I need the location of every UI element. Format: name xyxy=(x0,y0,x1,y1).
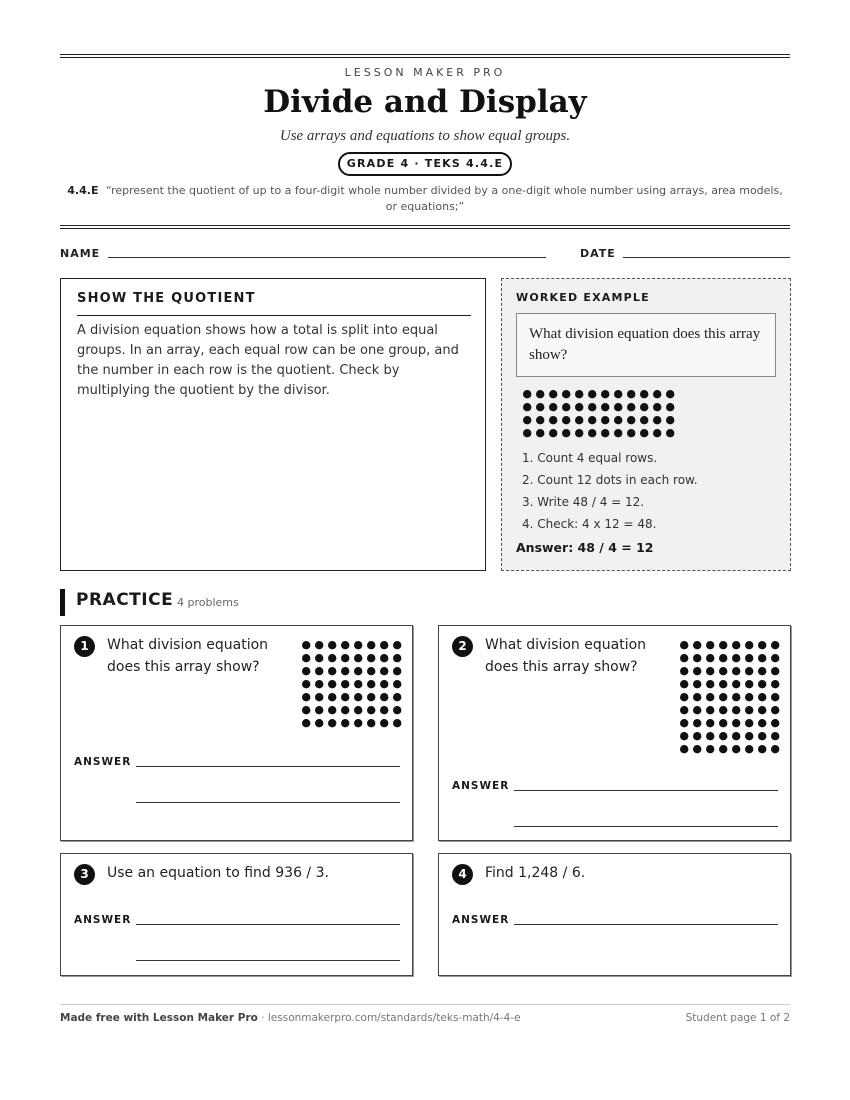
array-dot xyxy=(341,693,349,701)
footer-credit xyxy=(60,1012,521,1024)
worksheet-subtitle: Use arrays and equations to show equal groups. xyxy=(279,128,571,144)
example-heading: WORKED EXAMPLE xyxy=(516,291,650,304)
brand-eyebrow: LESSON MAKER PRO xyxy=(344,66,506,79)
array-dot xyxy=(771,745,779,753)
practice-heading: PRACTICE xyxy=(76,590,174,610)
array-dot xyxy=(393,693,401,701)
array-dot xyxy=(693,654,701,662)
array-dot xyxy=(745,667,753,675)
answer-label: ANSWER xyxy=(74,756,132,768)
array-dot xyxy=(614,429,622,437)
array-dot xyxy=(575,403,583,411)
array-dot xyxy=(601,403,609,411)
array-dot xyxy=(367,719,375,727)
array-dot xyxy=(640,403,648,411)
array-dot xyxy=(745,719,753,727)
array-dot xyxy=(354,654,362,662)
array-dot xyxy=(745,654,753,662)
example-dot-array xyxy=(522,389,675,438)
array-dot xyxy=(719,745,727,753)
array-dot xyxy=(328,667,336,675)
array-dot xyxy=(706,706,714,714)
array-dot xyxy=(549,429,557,437)
array-dot xyxy=(302,654,310,662)
array-dot xyxy=(380,706,388,714)
array-dot xyxy=(680,706,688,714)
array-dot xyxy=(341,641,349,649)
example-step: 1. Count 4 equal rows. xyxy=(522,451,658,465)
answer-label: ANSWER xyxy=(452,780,510,792)
array-dot xyxy=(719,641,727,649)
array-dot xyxy=(393,706,401,714)
array-dot xyxy=(588,403,596,411)
array-dot xyxy=(771,641,779,649)
header-top-rule xyxy=(60,54,790,58)
array-dot xyxy=(536,403,544,411)
array-dot xyxy=(328,706,336,714)
array-dot xyxy=(367,641,375,649)
worked-example-box xyxy=(501,278,791,571)
array-dot xyxy=(758,732,766,740)
array-dot xyxy=(315,706,323,714)
array-dot xyxy=(666,416,674,424)
footer-rule xyxy=(60,1004,790,1005)
array-dot xyxy=(758,654,766,662)
problem-number: 3 xyxy=(74,864,95,885)
standard-statement xyxy=(66,183,784,215)
array-dot xyxy=(380,680,388,688)
example-answer: Answer: 48 / 4 = 12 xyxy=(516,540,654,555)
array-dot xyxy=(588,390,596,398)
array-dot xyxy=(367,667,375,675)
array-dot xyxy=(732,719,740,727)
array-dot xyxy=(771,654,779,662)
array-dot xyxy=(680,732,688,740)
problem-2-dot-array xyxy=(679,640,780,754)
problem-card-4 xyxy=(438,853,791,976)
array-dot xyxy=(719,667,727,675)
array-dot xyxy=(666,403,674,411)
array-dot xyxy=(745,745,753,753)
array-dot xyxy=(693,667,701,675)
array-dot xyxy=(680,654,688,662)
answer-line[interactable] xyxy=(514,790,778,791)
array-dot xyxy=(536,390,544,398)
array-dot xyxy=(693,732,701,740)
array-dot xyxy=(367,693,375,701)
array-dot xyxy=(693,680,701,688)
array-dot xyxy=(354,680,362,688)
array-dot xyxy=(758,641,766,649)
array-dot xyxy=(315,641,323,649)
array-dot xyxy=(706,745,714,753)
array-dot xyxy=(328,719,336,727)
problem-number: 1 xyxy=(74,636,95,657)
problem-question: Use an equation to find 936 / 3. xyxy=(107,865,329,881)
array-dot xyxy=(523,416,531,424)
grade-badge: GRADE 4 · TEKS 4.4.E xyxy=(338,152,512,176)
answer-line[interactable] xyxy=(136,924,400,925)
array-dot xyxy=(302,719,310,727)
array-dot xyxy=(380,654,388,662)
array-dot xyxy=(354,719,362,727)
array-dot xyxy=(315,667,323,675)
array-dot xyxy=(758,680,766,688)
array-dot xyxy=(758,719,766,727)
intro-body: A division equation shows how a total is split into equal groups. In an array, each equal row can be one group, and the number in each row is the quotient. Check by multiplying the quotient by the divisor. xyxy=(77,323,459,398)
array-dot xyxy=(627,403,635,411)
array-dot xyxy=(627,390,635,398)
array-dot xyxy=(614,416,622,424)
array-dot xyxy=(706,667,714,675)
answer-line[interactable] xyxy=(136,802,400,803)
array-dot xyxy=(302,693,310,701)
standard-code: 4.4.E xyxy=(67,184,99,197)
problem-question: What division equation does this array show? xyxy=(107,637,269,675)
array-dot xyxy=(693,745,701,753)
array-dot xyxy=(732,693,740,701)
array-dot xyxy=(680,693,688,701)
array-dot xyxy=(706,732,714,740)
array-dot xyxy=(315,680,323,688)
array-dot xyxy=(328,641,336,649)
array-dot xyxy=(680,719,688,727)
array-dot xyxy=(601,429,609,437)
array-dot xyxy=(666,429,674,437)
problem-card-3 xyxy=(60,853,413,976)
answer-line[interactable] xyxy=(514,826,778,827)
array-dot xyxy=(393,654,401,662)
example-question: What division equation does this array show? xyxy=(516,313,776,377)
array-dot xyxy=(367,654,375,662)
array-dot xyxy=(706,654,714,662)
array-dot xyxy=(302,641,310,649)
array-dot xyxy=(523,403,531,411)
array-dot xyxy=(523,390,531,398)
array-dot xyxy=(719,706,727,714)
array-dot xyxy=(653,403,661,411)
array-dot xyxy=(562,416,570,424)
array-dot xyxy=(732,680,740,688)
array-dot xyxy=(627,429,635,437)
array-dot xyxy=(680,641,688,649)
array-dot xyxy=(640,416,648,424)
array-dot xyxy=(771,706,779,714)
array-dot xyxy=(732,667,740,675)
array-dot xyxy=(380,667,388,675)
problem-question: What division equation does this array show? xyxy=(485,637,647,675)
array-dot xyxy=(315,654,323,662)
answer-label: ANSWER xyxy=(74,914,132,926)
array-dot xyxy=(380,693,388,701)
array-dot xyxy=(549,390,557,398)
array-dot xyxy=(328,654,336,662)
array-dot xyxy=(614,403,622,411)
array-dot xyxy=(328,693,336,701)
array-dot xyxy=(536,416,544,424)
array-dot xyxy=(745,693,753,701)
problem-1-dot-array xyxy=(301,640,402,728)
array-dot xyxy=(575,429,583,437)
array-dot xyxy=(719,719,727,727)
array-dot xyxy=(745,680,753,688)
example-step: 2. Count 12 dots in each row. xyxy=(522,473,698,487)
intro-box xyxy=(60,278,486,571)
array-dot xyxy=(354,641,362,649)
array-dot xyxy=(732,641,740,649)
array-dot xyxy=(680,667,688,675)
array-dot xyxy=(588,429,596,437)
example-step: 3. Write 48 / 4 = 12. xyxy=(522,495,645,509)
array-dot xyxy=(341,667,349,675)
array-dot xyxy=(706,680,714,688)
array-dot xyxy=(302,680,310,688)
array-dot xyxy=(549,403,557,411)
array-dot xyxy=(758,667,766,675)
array-dot xyxy=(380,641,388,649)
array-dot xyxy=(328,680,336,688)
array-dot xyxy=(706,641,714,649)
array-dot xyxy=(640,429,648,437)
intro-divider xyxy=(77,315,471,316)
array-dot xyxy=(732,732,740,740)
array-dot xyxy=(771,719,779,727)
array-dot xyxy=(393,680,401,688)
array-dot xyxy=(771,680,779,688)
array-dot xyxy=(393,641,401,649)
array-dot xyxy=(653,390,661,398)
array-dot xyxy=(771,667,779,675)
array-dot xyxy=(354,706,362,714)
array-dot xyxy=(693,641,701,649)
array-dot xyxy=(341,706,349,714)
array-dot xyxy=(719,693,727,701)
array-dot xyxy=(758,745,766,753)
array-dot xyxy=(575,390,583,398)
array-dot xyxy=(562,429,570,437)
array-dot xyxy=(302,667,310,675)
array-dot xyxy=(575,416,583,424)
array-dot xyxy=(627,416,635,424)
array-dot xyxy=(771,693,779,701)
footer-url: · lessonmakerpro.com/standards/teks-math/4-4-e xyxy=(257,1012,521,1024)
problem-number: 2 xyxy=(452,636,473,657)
array-dot xyxy=(354,667,362,675)
array-dot xyxy=(367,706,375,714)
problem-number: 4 xyxy=(452,864,473,885)
array-dot xyxy=(549,416,557,424)
array-dot xyxy=(302,706,310,714)
answer-line[interactable] xyxy=(514,924,778,925)
practice-accent-bar xyxy=(60,589,65,616)
intro-heading: SHOW THE QUOTIENT xyxy=(77,291,256,306)
practice-count: 4 problems xyxy=(177,596,239,609)
worksheet-title: Divide and Display xyxy=(263,84,587,120)
array-dot xyxy=(341,680,349,688)
standard-text: “represent the quotient of up to a four-digit whole number divided by a one-digit whole number using arrays, area models, or equations;” xyxy=(105,184,783,213)
array-dot xyxy=(745,732,753,740)
header-bottom-rule xyxy=(60,225,790,229)
footer-page: Student page 1 of 2 xyxy=(685,1012,790,1024)
array-dot xyxy=(680,680,688,688)
array-dot xyxy=(653,416,661,424)
array-dot xyxy=(601,390,609,398)
array-dot xyxy=(666,390,674,398)
array-dot xyxy=(640,390,648,398)
name-field[interactable] xyxy=(108,257,546,258)
array-dot xyxy=(315,693,323,701)
array-dot xyxy=(771,732,779,740)
date-label: DATE xyxy=(580,247,616,260)
answer-label: ANSWER xyxy=(452,914,510,926)
array-dot xyxy=(367,680,375,688)
array-dot xyxy=(523,429,531,437)
array-dot xyxy=(562,390,570,398)
array-dot xyxy=(693,719,701,727)
footer-brand: Made free with Lesson Maker Pro xyxy=(60,1012,258,1024)
array-dot xyxy=(706,719,714,727)
array-dot xyxy=(745,641,753,649)
example-steps xyxy=(522,447,698,535)
array-dot xyxy=(719,732,727,740)
problem-card-1 xyxy=(60,625,413,841)
array-dot xyxy=(614,390,622,398)
array-dot xyxy=(680,745,688,753)
array-dot xyxy=(562,403,570,411)
answer-line[interactable] xyxy=(136,766,400,767)
name-label: NAME xyxy=(60,247,101,260)
array-dot xyxy=(341,654,349,662)
array-dot xyxy=(693,706,701,714)
array-dot xyxy=(732,654,740,662)
array-dot xyxy=(536,429,544,437)
answer-line[interactable] xyxy=(136,960,400,961)
problem-card-2 xyxy=(438,625,791,841)
array-dot xyxy=(706,693,714,701)
array-dot xyxy=(732,745,740,753)
array-dot xyxy=(601,416,609,424)
date-field[interactable] xyxy=(623,257,790,258)
array-dot xyxy=(719,680,727,688)
array-dot xyxy=(393,719,401,727)
array-dot xyxy=(693,693,701,701)
example-step: 4. Check: 4 x 12 = 48. xyxy=(522,517,657,531)
array-dot xyxy=(341,719,349,727)
array-dot xyxy=(745,706,753,714)
array-dot xyxy=(588,416,596,424)
array-dot xyxy=(719,654,727,662)
array-dot xyxy=(758,706,766,714)
array-dot xyxy=(315,719,323,727)
problem-question: Find 1,248 / 6. xyxy=(485,865,586,881)
array-dot xyxy=(393,667,401,675)
array-dot xyxy=(758,693,766,701)
array-dot xyxy=(380,719,388,727)
array-dot xyxy=(732,706,740,714)
array-dot xyxy=(354,693,362,701)
array-dot xyxy=(653,429,661,437)
